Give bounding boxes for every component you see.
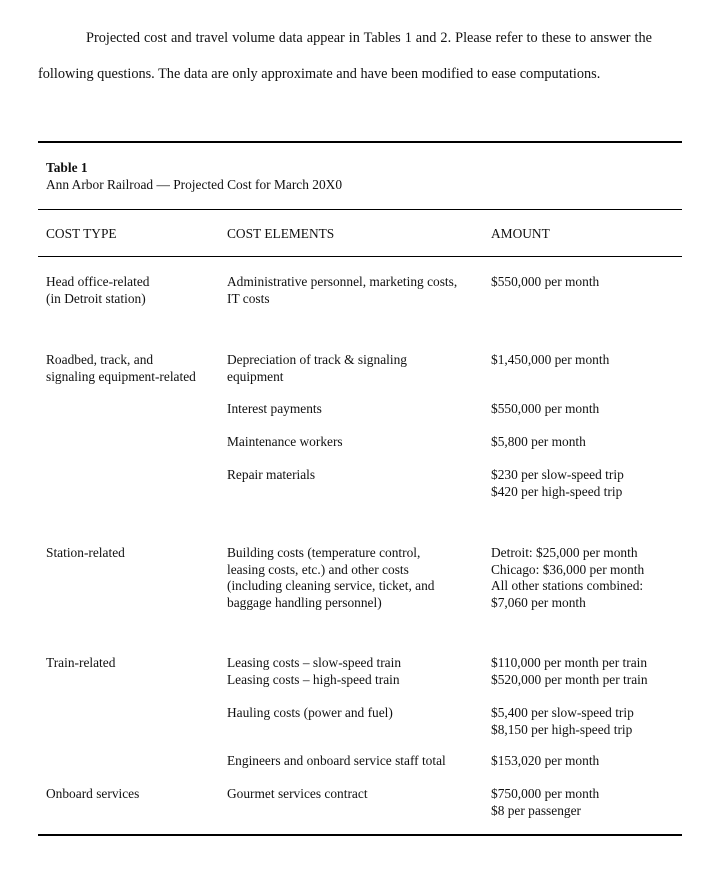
- cell-line: $750,000 per month: [491, 786, 600, 801]
- cell-line: $8,150 per high-speed trip: [491, 721, 633, 737]
- intro-paragraph: Projected cost and travel volume data appear in Tables 1 and 2. Please refer to these to answer the following questions. The data are only approximate and have been modified to ease computations.: [38, 30, 652, 83]
- cell-line: signaling equipment-related: [46, 368, 196, 384]
- row-repair-element: [227, 467, 315, 484]
- header-cost-elements: COST ELEMENTS: [227, 226, 335, 241]
- row-station-type: [46, 545, 125, 562]
- cell-line: $110,000 per month per train: [491, 655, 648, 670]
- cell-line: $5,800 per month: [491, 434, 586, 449]
- row-head-office-type: [46, 274, 149, 307]
- header-cost-type: COST TYPE: [46, 226, 117, 241]
- cell-line: Maintenance workers: [227, 434, 343, 449]
- cell-line: Onboard services: [46, 786, 140, 801]
- cell-line: Interest payments: [227, 401, 322, 416]
- cell-line: $520,000 per month per train: [491, 671, 648, 687]
- cell-line: Depreciation of track & signaling: [227, 352, 407, 367]
- row-leasing-element: [227, 655, 401, 688]
- cell-line: $7,060 per month: [491, 594, 586, 610]
- table-number: Table 1: [46, 160, 88, 175]
- row-hauling-element: [227, 705, 393, 722]
- cell-line: Gourmet services contract: [227, 786, 368, 801]
- row-onboard-element: [227, 786, 368, 803]
- cell-line: (in Detroit station): [46, 290, 146, 306]
- row-onboard-type: [46, 786, 139, 803]
- row-interest-amount: [491, 401, 599, 418]
- table-title: Ann Arbor Railroad — Projected Cost for March 20X0: [46, 177, 343, 192]
- cell-line: Engineers and onboard service staff total: [227, 753, 446, 768]
- cell-line: baggage handling personnel): [227, 594, 382, 610]
- cell-line: $550,000 per month: [491, 274, 600, 289]
- row-train-type: [46, 655, 115, 672]
- cell-line: $5,400 per slow-speed trip: [491, 705, 634, 720]
- cell-line: (including cleaning service, ticket, and: [227, 578, 435, 593]
- cell-line: Hauling costs (power and fuel): [227, 705, 393, 720]
- row-head-office-element: [227, 274, 457, 307]
- table-top-rule: [38, 141, 682, 143]
- row-leasing-amount: [491, 655, 648, 688]
- row-repair-amount: [491, 467, 624, 500]
- row-station-element: [227, 545, 434, 611]
- row-interest-element: [227, 401, 322, 418]
- row-engineers-amount: [491, 753, 599, 770]
- cell-line: Detroit: $25,000 per month: [491, 545, 638, 560]
- row-roadbed-type: [46, 352, 196, 385]
- row-head-office-amount: [491, 274, 599, 291]
- cell-line: Station-related: [46, 545, 125, 560]
- cell-line: Chicago: $36,000 per month: [491, 561, 645, 577]
- cell-line: Roadbed, track, and: [46, 352, 154, 367]
- cell-line: Head office-related: [46, 274, 150, 289]
- row-station-amount: [491, 545, 644, 611]
- cell-line: Leasing costs – slow-speed train: [227, 655, 402, 670]
- cell-line: $153,020 per month: [491, 753, 600, 768]
- cell-line: $230 per slow-speed trip: [491, 467, 624, 482]
- cell-line: leasing costs, etc.) and other costs: [227, 561, 409, 577]
- header-bottom-rule: [38, 256, 682, 257]
- cell-line: Train-related: [46, 655, 116, 670]
- cell-line: $8 per passenger: [491, 802, 581, 818]
- cell-line: $1,450,000 per month: [491, 352, 610, 367]
- cell-line: $550,000 per month: [491, 401, 600, 416]
- row-onboard-amount: [491, 786, 599, 819]
- cell-line: All other stations combined:: [491, 578, 644, 593]
- row-engineers-element: [227, 753, 446, 770]
- cell-line: Building costs (temperature control,: [227, 545, 421, 560]
- cell-line: Leasing costs – high-speed train: [227, 671, 400, 687]
- header-top-rule: [38, 209, 682, 210]
- cell-line: Administrative personnel, marketing costs,: [227, 274, 458, 289]
- table-bottom-rule: [38, 834, 682, 836]
- row-depreciation-amount: [491, 352, 609, 369]
- cell-line: Repair materials: [227, 467, 316, 482]
- row-maintenance-element: [227, 434, 343, 451]
- cell-line: IT costs: [227, 290, 270, 306]
- header-amount: AMOUNT: [491, 226, 550, 241]
- row-maintenance-amount: [491, 434, 586, 451]
- row-hauling-amount: [491, 705, 634, 738]
- cell-line: equipment: [227, 368, 284, 384]
- cell-line: $420 per high-speed trip: [491, 483, 623, 499]
- row-depreciation-element: [227, 352, 407, 385]
